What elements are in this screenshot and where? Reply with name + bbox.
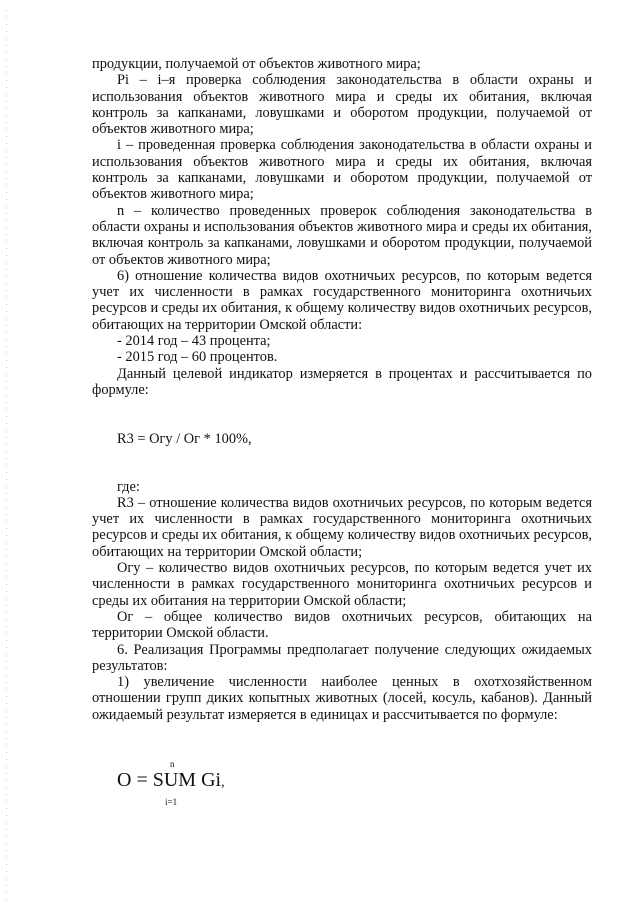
sum-main-text: O = SUM Gi [117,768,222,791]
scan-dot [6,444,7,445]
scan-dot [6,857,7,858]
paragraph: Oгу – количество видов охотничьих ресурсов, по которым ведется учет их численности в рамках государственного мониторинга охотничьих ресурсов и среды их обитания на территории Омской области; [92,560,592,609]
scan-dot [6,164,7,165]
scan-dot [6,675,7,676]
spacer [92,448,592,479]
scan-dot [6,402,7,403]
scan-dot [6,514,7,515]
scan-dot [6,423,7,424]
scan-dot [6,584,7,585]
scan-dot [6,45,7,46]
scan-dot [6,388,7,389]
scan-dot [6,367,7,368]
sum-expression [117,768,225,791]
scan-dot [6,52,7,53]
scan-dot [6,136,7,137]
scan-dot [6,815,7,816]
scan-dot [6,234,7,235]
formula-r3: R3 = Oгу / Oг * 100%, [117,431,252,448]
scan-dot [6,745,7,746]
scan-dot [6,605,7,606]
scan-dot [6,283,7,284]
scan-dot [6,143,7,144]
scan-dot [6,360,7,361]
scan-dot [6,563,7,564]
scan-dot [6,640,7,641]
scan-dot [6,395,7,396]
scan-dot [6,80,7,81]
paragraph: Oг – общее количество видов охотничьих ресурсов, обитающих на территории Омской области. [92,608,592,642]
list-item: - 2014 год – 43 процента; [117,333,271,350]
scan-dot [6,689,7,690]
sum-lower-limit: i=1 [165,796,178,807]
scan-dot [6,220,7,221]
scan-dot [6,724,7,725]
scan-dot [6,115,7,116]
scan-dot [6,171,7,172]
sum-upper-limit: n [170,758,175,769]
scan-dot [6,500,7,501]
scan-dot [6,542,7,543]
scan-dot [6,647,7,648]
scan-dot [6,759,7,760]
scan-dot [6,290,7,291]
scan-dot [6,66,7,67]
scan-dot [6,38,7,39]
scan-dot [6,31,7,32]
scan-dot [6,717,7,718]
scan-dot [6,346,7,347]
scan-dot [6,262,7,263]
scan-dot [6,332,7,333]
scan-dot [6,703,7,704]
scan-dot [6,528,7,529]
document-page [92,56,592,806]
scan-dot [6,465,7,466]
scan-dot [6,24,7,25]
scan-dot [6,668,7,669]
formula-sum [117,756,592,806]
scan-dot [6,318,7,319]
scan-dot [6,437,7,438]
scan-dot [6,269,7,270]
scan-dot [6,850,7,851]
paragraph: n – количество проведенных проверок соблюдения законодательства в области охраны и использования объектов животного мира и среды их обитания, включая контроль за капканами, ловушками и оборотом продукции, получаемой от объектов животного мира; [92,202,592,268]
scan-dot [6,535,7,536]
scan-dot [6,101,7,102]
scan-dot [6,59,7,60]
scan-dot [6,787,7,788]
scan-dot [6,150,7,151]
spacer [92,723,592,756]
scan-dot [6,822,7,823]
paragraph: R3 – отношение количества видов охотничьих ресурсов, по которым ведется учет их численности в рамках государственного мониторинга охотничьих ресурсов и среды их обитания, к общему количеству видов охотничьих ресурсов, обитающих на территории Омской области; [92,494,592,560]
scan-dot [6,178,7,179]
scan-dot [6,626,7,627]
paragraph: Данный целевой индикатор измеряется в процентах и рассчитывается по формуле: [92,365,592,398]
scan-dot [6,556,7,557]
scan-dot [6,192,7,193]
scan-dot [6,892,7,893]
scan-dot [6,794,7,795]
scan-dot [6,311,7,312]
scan-dot [6,864,7,865]
scan-dot [6,899,7,900]
scan-dot [6,416,7,417]
scan-dot [6,766,7,767]
paragraph: 1) увеличение численности наиболее ценных в охотхозяйственном отношении групп диких копытных животных (лосей, косуль, кабанов). Данный ожидаемый результат измеряется в единицах и рассчитывается по формуле: [92,674,592,723]
scan-dot [6,577,7,578]
scan-dot [6,801,7,802]
scan-dot [6,843,7,844]
sum-trailing-comma: , [221,774,225,790]
scan-dot [6,304,7,305]
scan-dot [6,199,7,200]
paragraph: Pi – i–я проверка соблюдения законодательства в области охраны и использования объектов животного мира и среды их обитания, включая контроль за капканами, ловушками и оборотом продукции, получаемой от объектов животного мира; [92,72,592,138]
scan-dot [6,241,7,242]
scan-dot [6,325,7,326]
scan-dot [6,206,7,207]
scan-dot [6,696,7,697]
scan-dot [6,654,7,655]
scan-dot [6,591,7,592]
scan-dot [6,213,7,214]
scan-dot [6,878,7,879]
spacer [92,398,592,431]
scan-dot [6,738,7,739]
scan-dot [6,493,7,494]
scan-dot [6,773,7,774]
scan-dot [6,227,7,228]
paragraph: 6) отношение количества видов охотничьих ресурсов, по которым ведется учет их численности в рамках государственного мониторинга охотничьих ресурсов и среды их обитания, к общему количеству видов охотничьих ресурсов, обитающих на территории Омской области: [92,267,592,333]
scan-dot [6,185,7,186]
scan-dot [6,731,7,732]
scan-dot [6,619,7,620]
scan-dot [6,486,7,487]
scan-dot [6,381,7,382]
scan-dot [6,157,7,158]
paragraph: 6. Реализация Программы предполагает получение следующих ожидаемых результатов: [92,641,592,674]
scan-dot [6,94,7,95]
scan-dot [6,451,7,452]
scan-dot [6,549,7,550]
scan-dot [6,682,7,683]
list-item: - 2015 год – 60 процентов. [117,349,278,366]
margin-scan-dots [6,0,8,905]
scan-dot [6,129,7,130]
scan-dot [6,598,7,599]
scan-dot [6,108,7,109]
scan-dot [6,871,7,872]
scan-dot [6,73,7,74]
scan-dot [6,374,7,375]
scan-dot [6,661,7,662]
scan-dot [6,353,7,354]
scan-dot [6,255,7,256]
scan-dot [6,570,7,571]
scan-dot [6,87,7,88]
scan-dot [6,248,7,249]
scan-dot [6,507,7,508]
scan-dot [6,472,7,473]
scan-dot [6,122,7,123]
scan-dot [6,885,7,886]
scan-dot [6,836,7,837]
scan-dot [6,276,7,277]
paragraph: где: [117,478,140,495]
scan-dot [6,521,7,522]
paragraph: i – проведенная проверка соблюдения законодательства в области охраны и использования объектов животного мира и среды их обитания, включая контроль за капканами, ловушками и оборотом продукции, получаемой от объектов животного мира; [92,137,592,203]
scan-dot [6,430,7,431]
scan-dot [6,458,7,459]
scan-dot [6,752,7,753]
scan-dot [6,297,7,298]
scan-dot [6,808,7,809]
scan-dot [6,479,7,480]
scan-dot [6,17,7,18]
scan-dot [6,339,7,340]
paragraph: продукции, получаемой от объектов животного мира; [92,56,421,72]
scan-dot [6,409,7,410]
scan-dot [6,612,7,613]
scan-dot [6,780,7,781]
scan-dot [6,710,7,711]
scan-dot [6,10,7,11]
scan-dot [6,829,7,830]
scan-dot [6,633,7,634]
